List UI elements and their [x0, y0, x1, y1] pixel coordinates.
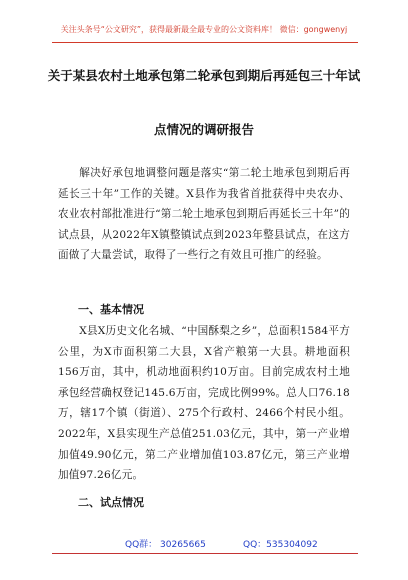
section2-heading: 二、试点情况	[78, 496, 144, 509]
footer-qq-group: QQ群： 30265665	[125, 540, 206, 550]
intro-text: 解决好承包地调整问题是落实“第二轮土地承包到期后再延长三十年”工作的关键。X县作为我省首批获得中央农办、农业农村部批准进行“第二轮土地承包到期后再延长三十年”的试点县，从2022年X镇整镇试点到2023年整县试点，在这方面做了大量尝试，取得了一些行之有效且可推广的经验。	[58, 167, 350, 262]
section1-text: X县X历史文化名城、“中国酥梨之乡”，总面积1584平方公里，为X市面积第二大县，X省产粮第一大县。耕地面积156万亩，其中，机动地面积约10万亩。目前完成农村土地承包经营确权登记145.6万亩，完成比例99%。总人口76.18万，辖17个镇（街道）、275个行政村、2466个村民小组。2022年，X县实现生产总值251.03亿元，其中，第一产业增加值49.90亿元，第二产业增加值103.87亿元，第三产业增加值97.26亿元。	[58, 325, 350, 482]
intro-paragraph	[58, 163, 350, 266]
section1-paragraph	[58, 321, 350, 486]
header-banner: 关注头条号“公文研究”，获得最新最全最专业的公文资料库！ 微信：gongwenyj	[60, 25, 348, 34]
footer-qq: QQ：535304092	[243, 540, 318, 550]
document-title-line1: 关于某县农村土地承包第二轮承包到期后再延包三十年试	[47, 68, 361, 83]
footer-divider	[52, 553, 358, 554]
document-title-line2: 点情况的调研报告	[153, 122, 254, 137]
section1-heading: 一、基本情况	[78, 303, 144, 316]
header-divider	[52, 42, 358, 43]
